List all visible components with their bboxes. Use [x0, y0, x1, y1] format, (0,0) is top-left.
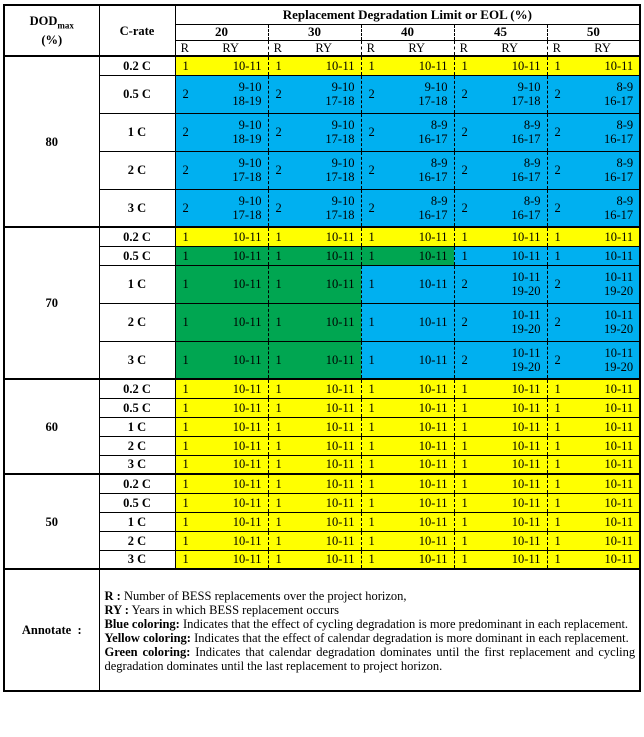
cell-r: 1: [454, 398, 473, 417]
cell-ry: 10-11 19-20: [566, 303, 640, 341]
cell-ry: 10-11: [473, 246, 547, 265]
cell-ry: 10-11: [380, 265, 454, 303]
cell-ry: 10-11: [473, 417, 547, 436]
cell-r: 1: [361, 436, 380, 455]
cell-r: 1: [361, 417, 380, 436]
cell-r: 1: [268, 246, 287, 265]
table-row: [4, 474, 640, 493]
cell-r: 1: [454, 512, 473, 531]
cell-r: 1: [454, 379, 473, 398]
cell-r: 2: [175, 151, 194, 189]
cell-r: 1: [454, 455, 473, 474]
table-row: [4, 531, 640, 550]
annot-r-term: R :: [104, 588, 121, 603]
cell-ry: 10-11: [566, 493, 640, 512]
table-row: [4, 493, 640, 512]
cell-ry: 10-11: [287, 379, 361, 398]
cell-r: 1: [175, 56, 194, 75]
crate-value: 0.2 C: [99, 474, 175, 493]
cell-r: 2: [547, 303, 566, 341]
cell-r: 2: [454, 151, 473, 189]
cell-r: 1: [454, 246, 473, 265]
annot-r: [105, 589, 636, 603]
table-row: [4, 75, 640, 113]
cell-r: 1: [361, 56, 380, 75]
cell-ry: 8-9 16-17: [566, 75, 640, 113]
crate-value: 2 C: [99, 436, 175, 455]
dod-header-label: DOD: [29, 14, 58, 29]
cell-ry: 10-11: [473, 512, 547, 531]
eol-level-45: 45: [454, 24, 547, 40]
table-row: [4, 550, 640, 569]
annot-ry: [105, 603, 636, 617]
table-row: [4, 379, 640, 398]
cell-r: 1: [454, 436, 473, 455]
cell-r: 1: [268, 550, 287, 569]
annotate-label: [4, 569, 99, 691]
cell-r: 1: [547, 417, 566, 436]
table-row: [4, 56, 640, 75]
annot-blue-term: Blue coloring:: [104, 616, 180, 631]
cell-ry: 10-11: [566, 474, 640, 493]
cell-ry: 10-11: [194, 265, 268, 303]
cell-r: 1: [454, 474, 473, 493]
cell-ry: 9-10 17-18: [194, 151, 268, 189]
cell-ry: 10-11: [287, 550, 361, 569]
cell-ry: 10-11: [473, 398, 547, 417]
cell-ry: 10-11 19-20: [473, 265, 547, 303]
cell-r: 1: [175, 341, 194, 379]
crate-value: 1 C: [99, 265, 175, 303]
eol-header: Replacement Degradation Limit or EOL (%): [175, 5, 640, 24]
annot-blue-desc: Indicates that the effect of cycling degradation is more predominant in each replacement.: [179, 616, 629, 631]
crate-value: 0.5 C: [99, 246, 175, 265]
cell-ry: 10-11: [566, 246, 640, 265]
cell-ry: 8-9 16-17: [380, 113, 454, 151]
table-row: [4, 113, 640, 151]
eol-level-40: 40: [361, 24, 454, 40]
cell-ry: 10-11: [380, 531, 454, 550]
cell-ry: 10-11: [380, 398, 454, 417]
cell-ry: 10-11: [380, 227, 454, 246]
cell-ry: 10-11: [194, 474, 268, 493]
cell-ry: 10-11: [566, 512, 640, 531]
cell-ry: 9-10 17-18: [287, 75, 361, 113]
cell-r: 1: [547, 436, 566, 455]
cell-r: 1: [361, 474, 380, 493]
r-subheader: R: [175, 40, 194, 56]
cell-ry: 10-11: [566, 56, 640, 75]
cell-ry: 10-11: [287, 341, 361, 379]
cell-r: 1: [454, 531, 473, 550]
cell-ry: 10-11: [194, 379, 268, 398]
dod-header: [4, 5, 99, 56]
cell-ry: 10-11: [473, 379, 547, 398]
cell-ry: 10-11: [194, 417, 268, 436]
cell-r: 1: [175, 246, 194, 265]
cell-ry: 10-11: [287, 417, 361, 436]
cell-r: 1: [175, 550, 194, 569]
crate-value: 2 C: [99, 531, 175, 550]
cell-r: 1: [268, 474, 287, 493]
cell-ry: 10-11: [473, 436, 547, 455]
cell-ry: 10-11: [380, 493, 454, 512]
cell-r: 1: [175, 227, 194, 246]
cell-ry: 9-10 17-18: [473, 75, 547, 113]
cell-ry: 10-11: [566, 379, 640, 398]
cell-r: 1: [361, 455, 380, 474]
r-subheader: R: [268, 40, 287, 56]
cell-r: 2: [547, 151, 566, 189]
cell-r: 1: [454, 493, 473, 512]
cell-ry: 10-11: [287, 493, 361, 512]
cell-r: 1: [175, 493, 194, 512]
cell-ry: 9-10 17-18: [194, 189, 268, 227]
cell-ry: 10-11: [194, 227, 268, 246]
cell-r: 1: [547, 493, 566, 512]
cell-ry: 10-11: [380, 379, 454, 398]
cell-r: 2: [454, 113, 473, 151]
annot-green-desc: Indicates that calendar degradation dominates until the first replacement and cycling degradation dominates until the last replacement to project horizon.: [104, 644, 636, 673]
cell-ry: 10-11: [287, 512, 361, 531]
crate-value: 1 C: [99, 512, 175, 531]
cell-ry: 9-10 17-18: [380, 75, 454, 113]
cell-r: 2: [175, 189, 194, 227]
annotate-text: [99, 569, 640, 691]
cell-ry: 10-11 19-20: [566, 341, 640, 379]
crate-value: 0.5 C: [99, 398, 175, 417]
cell-ry: 10-11 19-20: [473, 303, 547, 341]
cell-r: 1: [361, 303, 380, 341]
cell-r: 1: [268, 531, 287, 550]
cell-ry: 10-11: [473, 455, 547, 474]
cell-ry: 10-11: [194, 246, 268, 265]
crate-value: 1 C: [99, 113, 175, 151]
table-row: [4, 151, 640, 189]
cell-ry: 10-11: [566, 455, 640, 474]
crate-value: 0.5 C: [99, 75, 175, 113]
cell-r: 1: [361, 246, 380, 265]
cell-ry: 10-11: [380, 550, 454, 569]
cell-r: 1: [361, 493, 380, 512]
cell-r: 1: [268, 341, 287, 379]
dod-header-sub: max: [57, 20, 74, 31]
crate-value: 2 C: [99, 303, 175, 341]
cell-r: 2: [175, 113, 194, 151]
crate-value: 0.2 C: [99, 227, 175, 246]
cell-ry: 10-11: [287, 227, 361, 246]
cell-r: 1: [175, 455, 194, 474]
cell-r: 1: [268, 303, 287, 341]
cell-r: 1: [454, 417, 473, 436]
cell-r: 1: [268, 455, 287, 474]
cell-r: 1: [175, 474, 194, 493]
cell-r: 1: [547, 246, 566, 265]
cell-ry: 8-9 16-17: [566, 189, 640, 227]
cell-r: 1: [361, 512, 380, 531]
cell-r: 2: [361, 113, 380, 151]
cell-r: 2: [268, 189, 287, 227]
cell-ry: 10-11 19-20: [473, 341, 547, 379]
cell-r: 2: [454, 189, 473, 227]
cell-r: 1: [175, 512, 194, 531]
cell-r: 1: [547, 512, 566, 531]
annot-r-desc: Number of BESS replacements over the project horizon,: [120, 588, 407, 603]
cell-r: 1: [547, 474, 566, 493]
cell-ry: 9-10 17-18: [287, 151, 361, 189]
cell-r: 1: [175, 436, 194, 455]
cell-r: 1: [175, 531, 194, 550]
table-row: [4, 246, 640, 265]
cell-ry: 10-11: [287, 398, 361, 417]
cell-r: 1: [361, 265, 380, 303]
cell-r: 1: [268, 417, 287, 436]
cell-ry: 10-11: [194, 455, 268, 474]
cell-ry: 9-10 17-18: [287, 113, 361, 151]
cell-ry: 8-9 16-17: [380, 189, 454, 227]
cell-ry: 10-11: [194, 512, 268, 531]
cell-ry: 10-11: [287, 455, 361, 474]
ry-subheader: RY: [566, 40, 640, 56]
cell-r: 1: [454, 550, 473, 569]
cell-r: 1: [175, 417, 194, 436]
cell-ry: 10-11: [287, 436, 361, 455]
cell-r: 2: [454, 303, 473, 341]
cell-ry: 10-11: [380, 512, 454, 531]
cell-ry: 10-11: [194, 436, 268, 455]
cell-ry: 10-11: [566, 417, 640, 436]
annot-yellow: [105, 631, 636, 645]
cell-r: 1: [547, 398, 566, 417]
cell-ry: 10-11: [380, 417, 454, 436]
cell-r: 1: [361, 341, 380, 379]
cell-r: 1: [268, 56, 287, 75]
cell-r: 2: [268, 151, 287, 189]
cell-ry: 10-11: [287, 303, 361, 341]
annot-ry-term: RY :: [104, 602, 129, 617]
cell-ry: 10-11: [380, 455, 454, 474]
table-row: [4, 512, 640, 531]
cell-r: 2: [175, 75, 194, 113]
cell-r: 1: [454, 56, 473, 75]
cell-ry: 10-11: [473, 531, 547, 550]
annotate-row: [4, 569, 640, 691]
cell-r: 1: [175, 379, 194, 398]
cell-ry: 10-11: [194, 303, 268, 341]
cell-r: 1: [361, 227, 380, 246]
ry-subheader: RY: [473, 40, 547, 56]
cell-ry: 10-11: [380, 246, 454, 265]
cell-ry: 10-11: [566, 398, 640, 417]
r-subheader: R: [361, 40, 380, 56]
cell-r: 2: [547, 341, 566, 379]
annot-green: [105, 645, 636, 673]
cell-ry: 10-11: [194, 56, 268, 75]
table-row: [4, 341, 640, 379]
cell-r: 2: [361, 75, 380, 113]
annotate-colon: :: [77, 623, 82, 637]
cell-ry: 10-11: [566, 436, 640, 455]
cell-ry: 10-11: [194, 493, 268, 512]
cell-ry: 10-11: [287, 265, 361, 303]
dod-header-unit: (%): [41, 32, 63, 47]
cell-ry: 9-10 18-19: [194, 75, 268, 113]
annotate-label-text: Annotate: [21, 623, 72, 637]
cell-ry: 10-11: [380, 474, 454, 493]
cell-ry: 10-11: [194, 531, 268, 550]
cell-r: 1: [547, 455, 566, 474]
cell-r: 1: [454, 227, 473, 246]
crate-value: 0.2 C: [99, 56, 175, 75]
annot-yellow-desc: Indicates that the effect of calendar degradation is more dominant in each replacement.: [190, 630, 629, 645]
crate-value: 1 C: [99, 417, 175, 436]
cell-r: 2: [361, 189, 380, 227]
crate-value: 0.5 C: [99, 493, 175, 512]
table-row: [4, 398, 640, 417]
eol-level-30: 30: [268, 24, 361, 40]
cell-ry: 10-11: [473, 493, 547, 512]
cell-ry: 10-11: [380, 436, 454, 455]
cell-r: 1: [268, 512, 287, 531]
cell-r: 1: [547, 531, 566, 550]
cell-ry: 10-11: [566, 531, 640, 550]
cell-ry: 10-11: [473, 474, 547, 493]
dod-value: 50: [4, 474, 99, 569]
cell-r: 1: [547, 550, 566, 569]
cell-r: 1: [547, 56, 566, 75]
cell-ry: 8-9 16-17: [473, 113, 547, 151]
cell-ry: 10-11: [380, 341, 454, 379]
crate-value: 3 C: [99, 341, 175, 379]
table-row: [4, 189, 640, 227]
cell-r: 2: [268, 113, 287, 151]
crate-value: 3 C: [99, 189, 175, 227]
cell-ry: 10-11: [194, 550, 268, 569]
cell-ry: 8-9 16-17: [566, 113, 640, 151]
cell-r: 1: [268, 227, 287, 246]
crate-header: C-rate: [99, 5, 175, 56]
cell-ry: 10-11: [380, 56, 454, 75]
cell-ry: 10-11: [380, 303, 454, 341]
cell-r: 2: [547, 189, 566, 227]
cell-ry: 9-10 18-19: [194, 113, 268, 151]
crate-value: 3 C: [99, 550, 175, 569]
crate-value: 0.2 C: [99, 379, 175, 398]
cell-r: 1: [175, 303, 194, 341]
table-row: [4, 265, 640, 303]
cell-ry: 10-11: [473, 550, 547, 569]
cell-ry: 9-10 17-18: [287, 189, 361, 227]
cell-ry: 10-11: [566, 550, 640, 569]
cell-r: 2: [454, 75, 473, 113]
crate-value: 3 C: [99, 455, 175, 474]
table-row: [4, 303, 640, 341]
cell-ry: 10-11: [287, 474, 361, 493]
cell-ry: 10-11: [473, 227, 547, 246]
r-subheader: R: [454, 40, 473, 56]
eol-level-50: 50: [547, 24, 640, 40]
annot-green-term: Green coloring:: [104, 644, 191, 659]
cell-r: 2: [547, 265, 566, 303]
cell-ry: 10-11: [287, 246, 361, 265]
cell-ry: 8-9 16-17: [473, 189, 547, 227]
cell-ry: 10-11: [287, 531, 361, 550]
table-row: [4, 227, 640, 246]
ry-subheader: RY: [380, 40, 454, 56]
table-row: [4, 417, 640, 436]
cell-r: 1: [175, 398, 194, 417]
dod-value: 70: [4, 227, 99, 379]
cell-r: 1: [268, 379, 287, 398]
annot-yellow-term: Yellow coloring:: [104, 630, 191, 645]
eol-level-20: 20: [175, 24, 268, 40]
ry-subheader: RY: [287, 40, 361, 56]
table-row: [4, 436, 640, 455]
cell-r: 1: [547, 227, 566, 246]
cell-r: 1: [175, 265, 194, 303]
dod-value: 60: [4, 379, 99, 474]
cell-ry: 8-9 16-17: [566, 151, 640, 189]
dod-value: 80: [4, 56, 99, 227]
cell-ry: 10-11: [194, 341, 268, 379]
cell-r: 2: [547, 75, 566, 113]
table-body: [4, 56, 640, 569]
cell-r: 1: [361, 379, 380, 398]
cell-r: 2: [547, 113, 566, 151]
cell-r: 1: [268, 493, 287, 512]
r-subheader: R: [547, 40, 566, 56]
cell-r: 1: [547, 379, 566, 398]
cell-ry: 10-11: [194, 398, 268, 417]
cell-r: 2: [268, 75, 287, 113]
cell-r: 2: [454, 265, 473, 303]
cell-ry: 10-11: [473, 56, 547, 75]
cell-r: 1: [268, 398, 287, 417]
table-row: [4, 455, 640, 474]
cell-ry: 10-11: [566, 227, 640, 246]
cell-r: 1: [268, 265, 287, 303]
cell-r: 1: [268, 436, 287, 455]
cell-r: 1: [361, 398, 380, 417]
cell-ry: 10-11 19-20: [566, 265, 640, 303]
cell-r: 2: [361, 151, 380, 189]
degradation-table-container: [3, 4, 639, 692]
cell-ry: 8-9 16-17: [473, 151, 547, 189]
degradation-table: [3, 4, 641, 692]
cell-ry: 10-11: [287, 56, 361, 75]
cell-ry: 8-9 16-17: [380, 151, 454, 189]
annot-ry-desc: Years in which BESS replacement occurs: [128, 602, 339, 617]
cell-r: 1: [361, 531, 380, 550]
ry-subheader: RY: [194, 40, 268, 56]
annot-blue: [105, 617, 636, 631]
cell-r: 2: [454, 341, 473, 379]
cell-r: 1: [361, 550, 380, 569]
crate-value: 2 C: [99, 151, 175, 189]
